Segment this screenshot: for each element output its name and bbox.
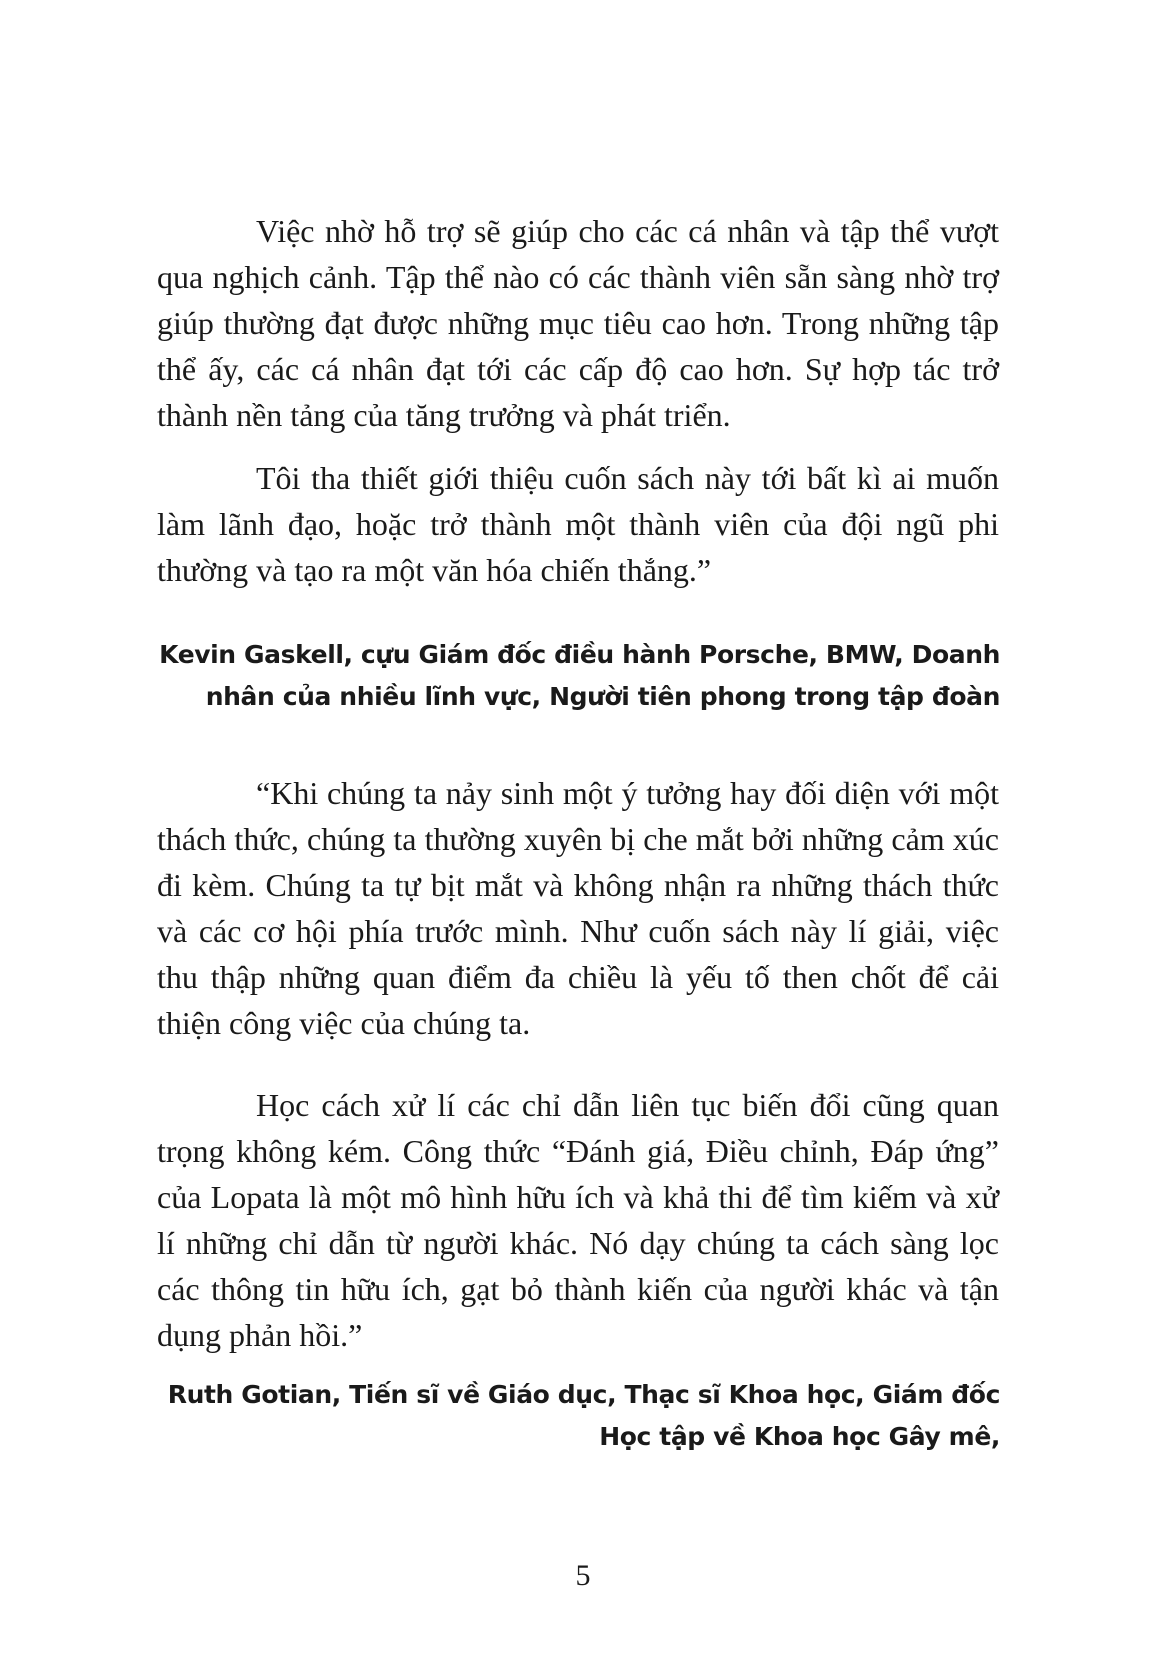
paragraph-text: Tôi tha thiết giới thiệu cuốn sách này tới bất kì ai muốn làm lãnh đạo, hoặc trở thành một thành viên của đội ngũ phi thường và tạo ra một văn hóa chiến thắng.” [157, 460, 999, 588]
testimonial-2-attribution: Ruth Gotian, Tiến sĩ về Giáo dục, Thạc sĩ Khoa học, Giám đốc Học tập về Khoa học Gây mê, [167, 1380, 1000, 1451]
testimonial-2-paragraph-1 [157, 770, 999, 1046]
testimonial-2-paragraph-2 [157, 1082, 999, 1358]
paragraph-text: Học cách xử lí các chỉ dẫn liên tục biến đổi cũng quan trọng không kém. Công thức “Đánh giá, Điều chỉnh, Đáp ứng” của Lopata là một mô hình hữu ích và khả thi để tìm kiếm và xử lí những chỉ dẫn từ người khác. Nó dạy chúng ta cách sàng lọc các thông tin hữu ích, gạt bỏ thành kiến của người khác và tận dụng phản hồi.” [157, 1087, 999, 1353]
testimonial-1-attribution: Kevin Gaskell, cựu Giám đốc điều hành Porsche, BMW, Doanh nhân của nhiều lĩnh vực, Người tiên phong trong tập đoàn [159, 640, 1000, 711]
page-number: 5 [575, 1559, 591, 1592]
testimonial-1-paragraph-2 [157, 455, 999, 593]
paragraph-text: Việc nhờ hỗ trợ sẽ giúp cho các cá nhân và tập thể vượt qua nghịch cảnh. Tập thể nào có các thành viên sẵn sàng nhờ trợ giúp thường đạt được những mục tiêu cao hơn. Trong những tập thể ấy, các cá nhân đạt tới các cấp độ cao hơn. Sự hợp tác trở thành nền tảng của tăng trưởng và phát triển. [157, 213, 999, 433]
paragraph-text: “Khi chúng ta nảy sinh một ý tưởng hay đối diện với một thách thức, chúng ta thường xuyên bị che mắt bởi những cảm xúc đi kèm. Chúng ta tự bịt mắt và không nhận ra những thách thức và các cơ hội phía trước mình. Như cuốn sách này lí giải, việc thu thập những quan điểm đa chiều là yếu tố then chốt để cải thiện công việc của chúng ta. [157, 775, 999, 1041]
testimonial-1-paragraph-1 [157, 208, 999, 438]
